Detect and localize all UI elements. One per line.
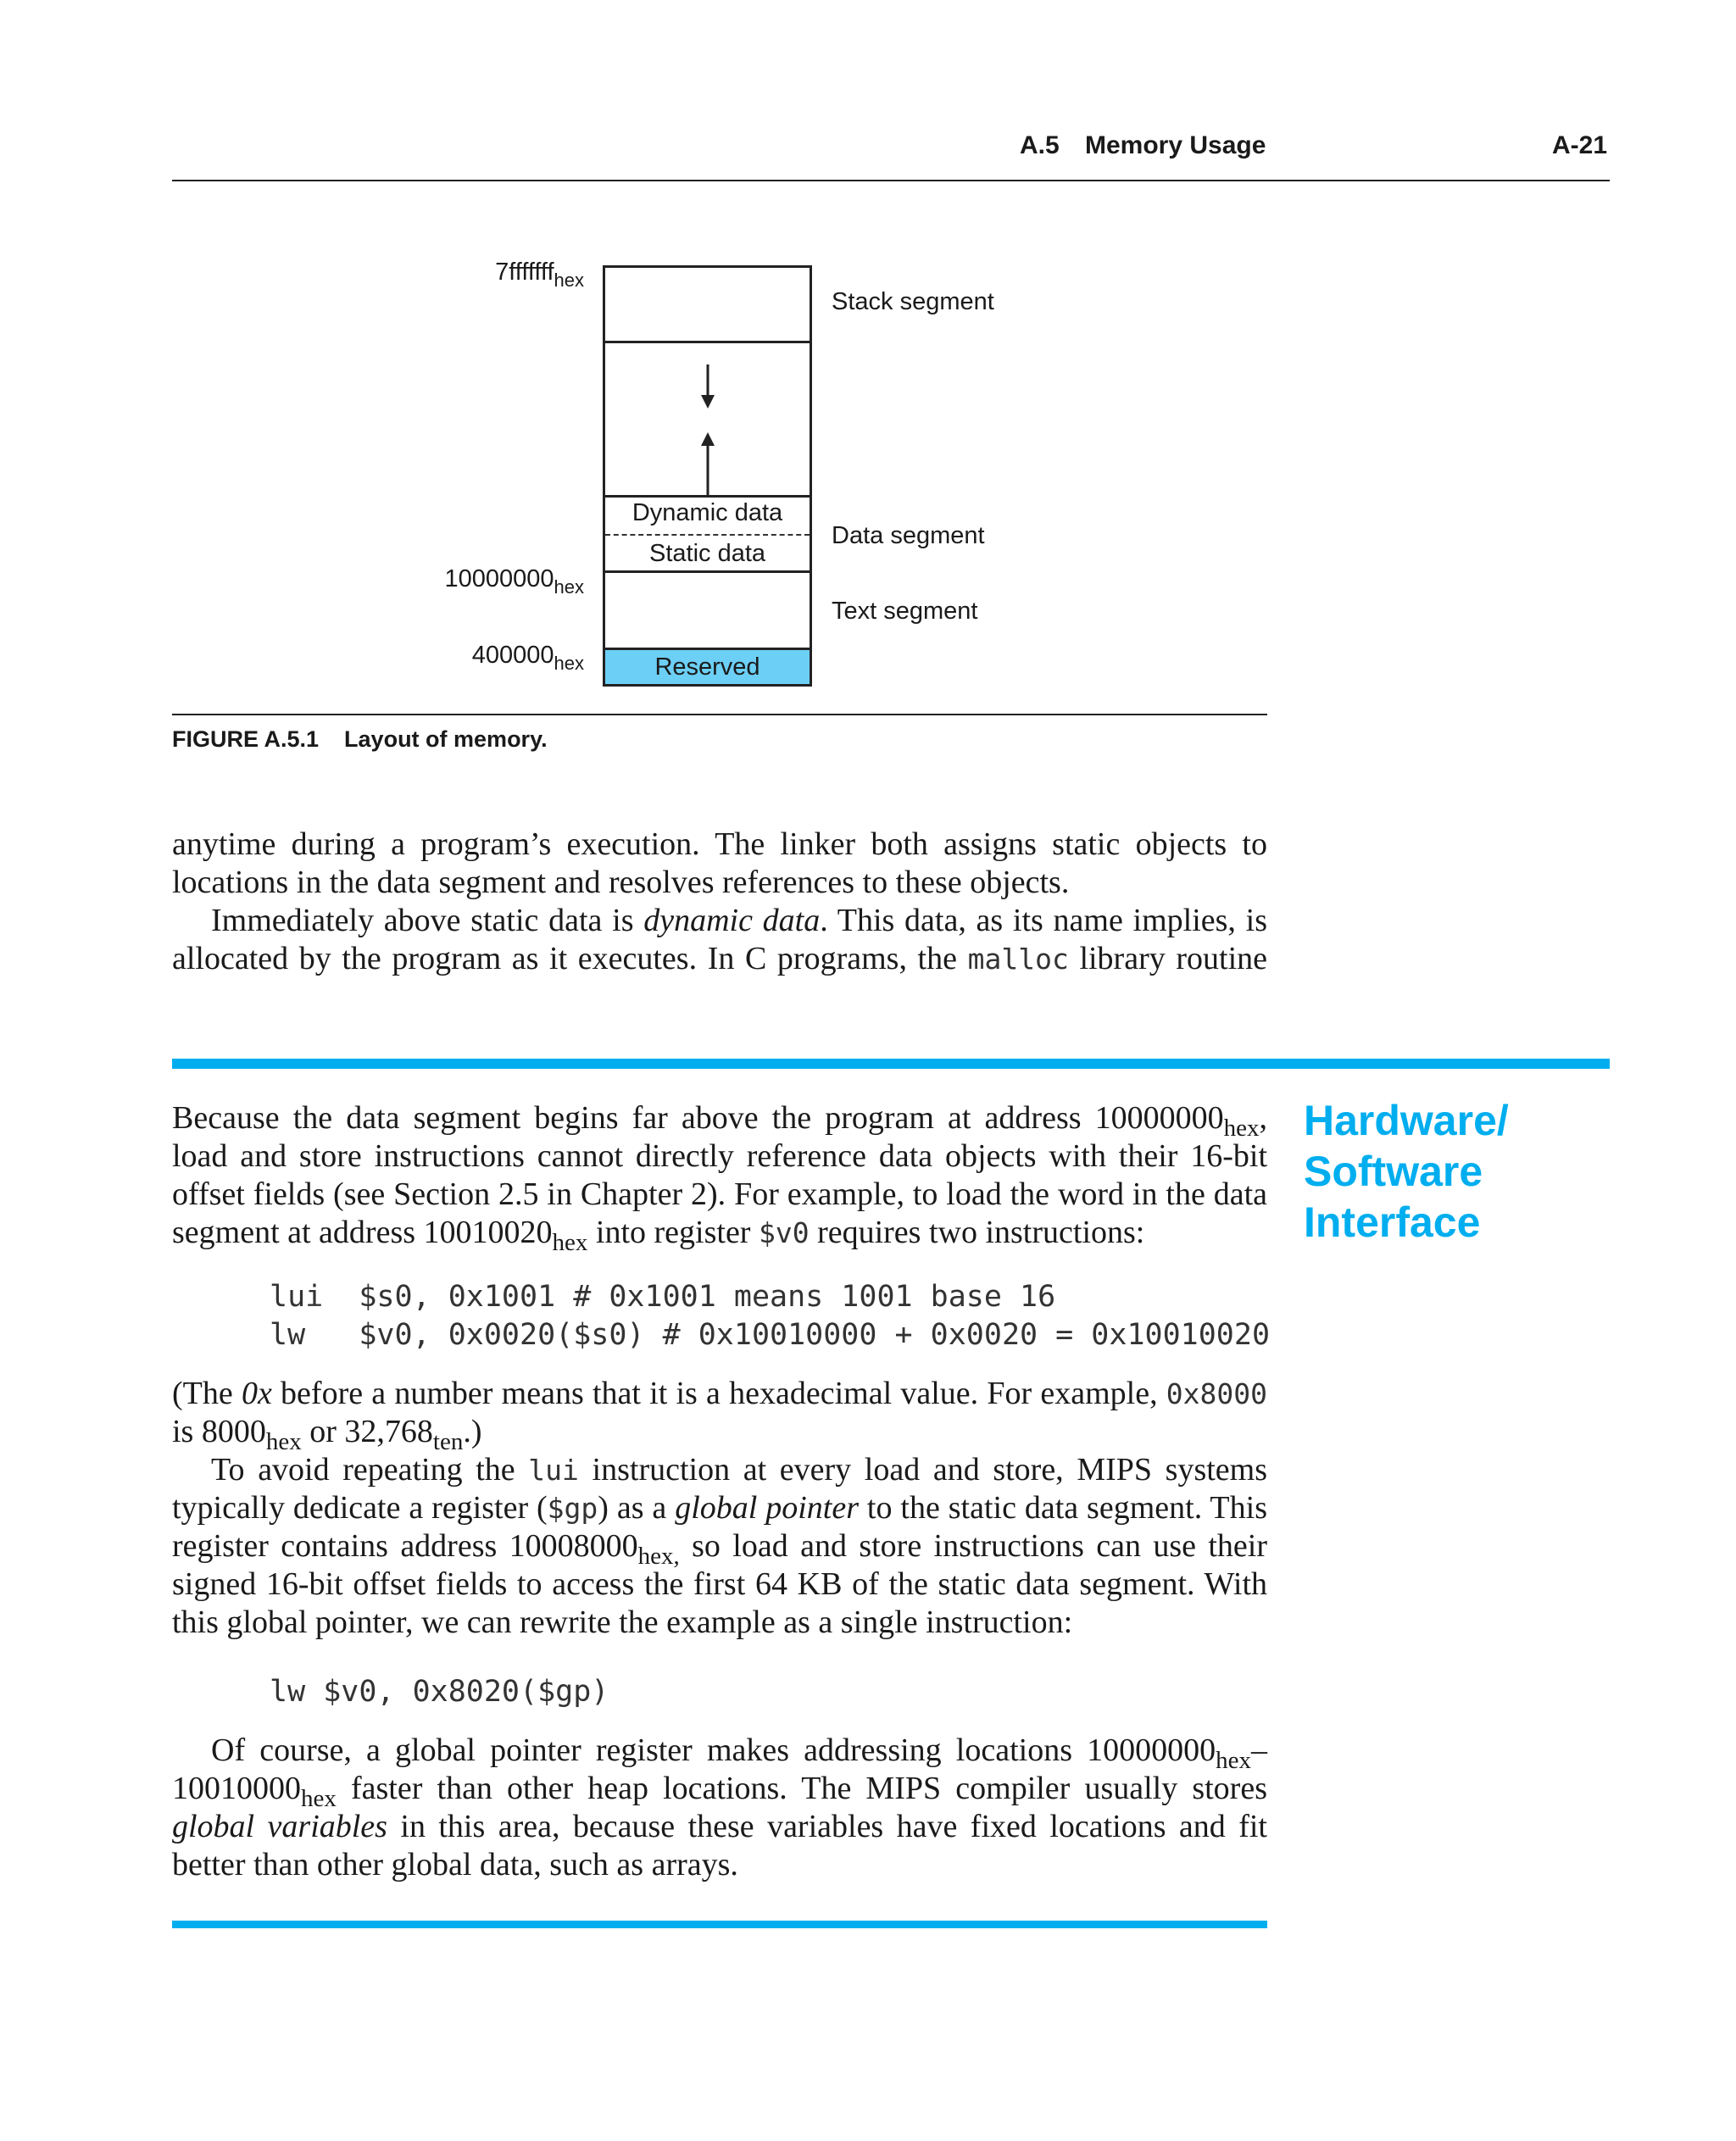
code-line-1: lui $s0, 0x1001 # 0x1001 means 1001 base 16 — [270, 1280, 1056, 1314]
hsi-top-rule — [172, 1059, 1610, 1069]
body-paragraph-2: Immediately above static data is dynamic data. This data, as its name implies, is allocated by the program as it executes. In C programs, the malloc library routine — [172, 903, 1267, 976]
code-line-2: lw $v0, 0x0020($s0) # 0x10010000 + 0x0020 = 0x10010020 — [270, 1318, 1271, 1352]
hsi-paragraph-2: (The 0x before a number means that it is a hexadecimal value. For example, 0x8000 is $8000_{hex}$ or $32,768_{ten}$.) — [172, 1376, 1268, 1455]
hsi-paragraph-4: Of course, a global pointer register makes addressing locations $10000000_{hex}-$ $10010000_{hex}$ faster than other heap locations. The MIPS compiler usually stores global variables in this area, because these variables have fixed locations and fit better than other global data, such as arrays. — [172, 1732, 1267, 1882]
stack-boundary — [603, 341, 812, 343]
address-data-start: $10000000_{hex}$ — [444, 565, 584, 598]
body-line-2: locations in the data segment and resolves references to these objects. — [172, 865, 1070, 900]
static-data-label: Static data — [648, 540, 766, 567]
data-segment-label: Data segment — [832, 522, 985, 549]
hsi-paragraph-1: Because the data segment begins far above the program at address $10000000_{hex}$, load and store instructions cannot directly reference data objects with their 16-bit offset fields (see Section 2.5 in Chapter 2). For example, to load the word in the data segment at address $10010020_{hex}$ into register $v0 requires two instructions: — [172, 1100, 1267, 1256]
hsi-title-line-2: Software — [1304, 1148, 1483, 1195]
growth-arrows-icon — [687, 364, 728, 500]
section-number: A.5 — [1020, 131, 1060, 159]
page-number: A-21 — [1552, 131, 1608, 159]
reserved-label: Reserved — [654, 653, 760, 681]
memory-layout-figure — [0, 0, 1736, 763]
hsi-title-line-1: Hardware/ — [1304, 1097, 1509, 1144]
figure-caption: FIGURE A.5.1 Layout of memory. — [172, 726, 548, 752]
dynamic-static-divider — [605, 534, 810, 536]
code-line-3: lw $v0, 0x8020($gp) — [270, 1675, 609, 1709]
figure-rule — [172, 714, 1267, 715]
hsi-bottom-rule — [172, 1921, 1267, 1928]
hsi-title-line-3: Interface — [1304, 1198, 1481, 1246]
text-segment-label: Text segment — [832, 598, 978, 625]
stack-segment-label: Stack segment — [832, 288, 994, 315]
hsi-title — [1304, 1095, 1660, 1248]
data-text-boundary — [603, 570, 812, 573]
body-line-1: anytime during a program’s execution. The linker both assigns static objects to — [172, 826, 1267, 862]
address-text-start: $400000_{hex}$ — [471, 642, 584, 674]
dynamic-data-label: Dynamic data — [632, 499, 783, 526]
section-title: Memory Usage — [1085, 131, 1266, 159]
hsi-paragraph-3: To avoid repeating the lui instruction at every load and store, MIPS systems typically dedicate a register ($gp) as a global pointer to the static data segment. This register contains address $10008000_{hex,}$ so load and store instructions can use their signed 16-bit offset fields to access the first 64 KB of the static data segment. With this global pointer, we can rewrite the example as a single instruction: — [172, 1452, 1268, 1640]
address-stack-top: 7fffffff$_{hex}$ — [495, 259, 584, 291]
